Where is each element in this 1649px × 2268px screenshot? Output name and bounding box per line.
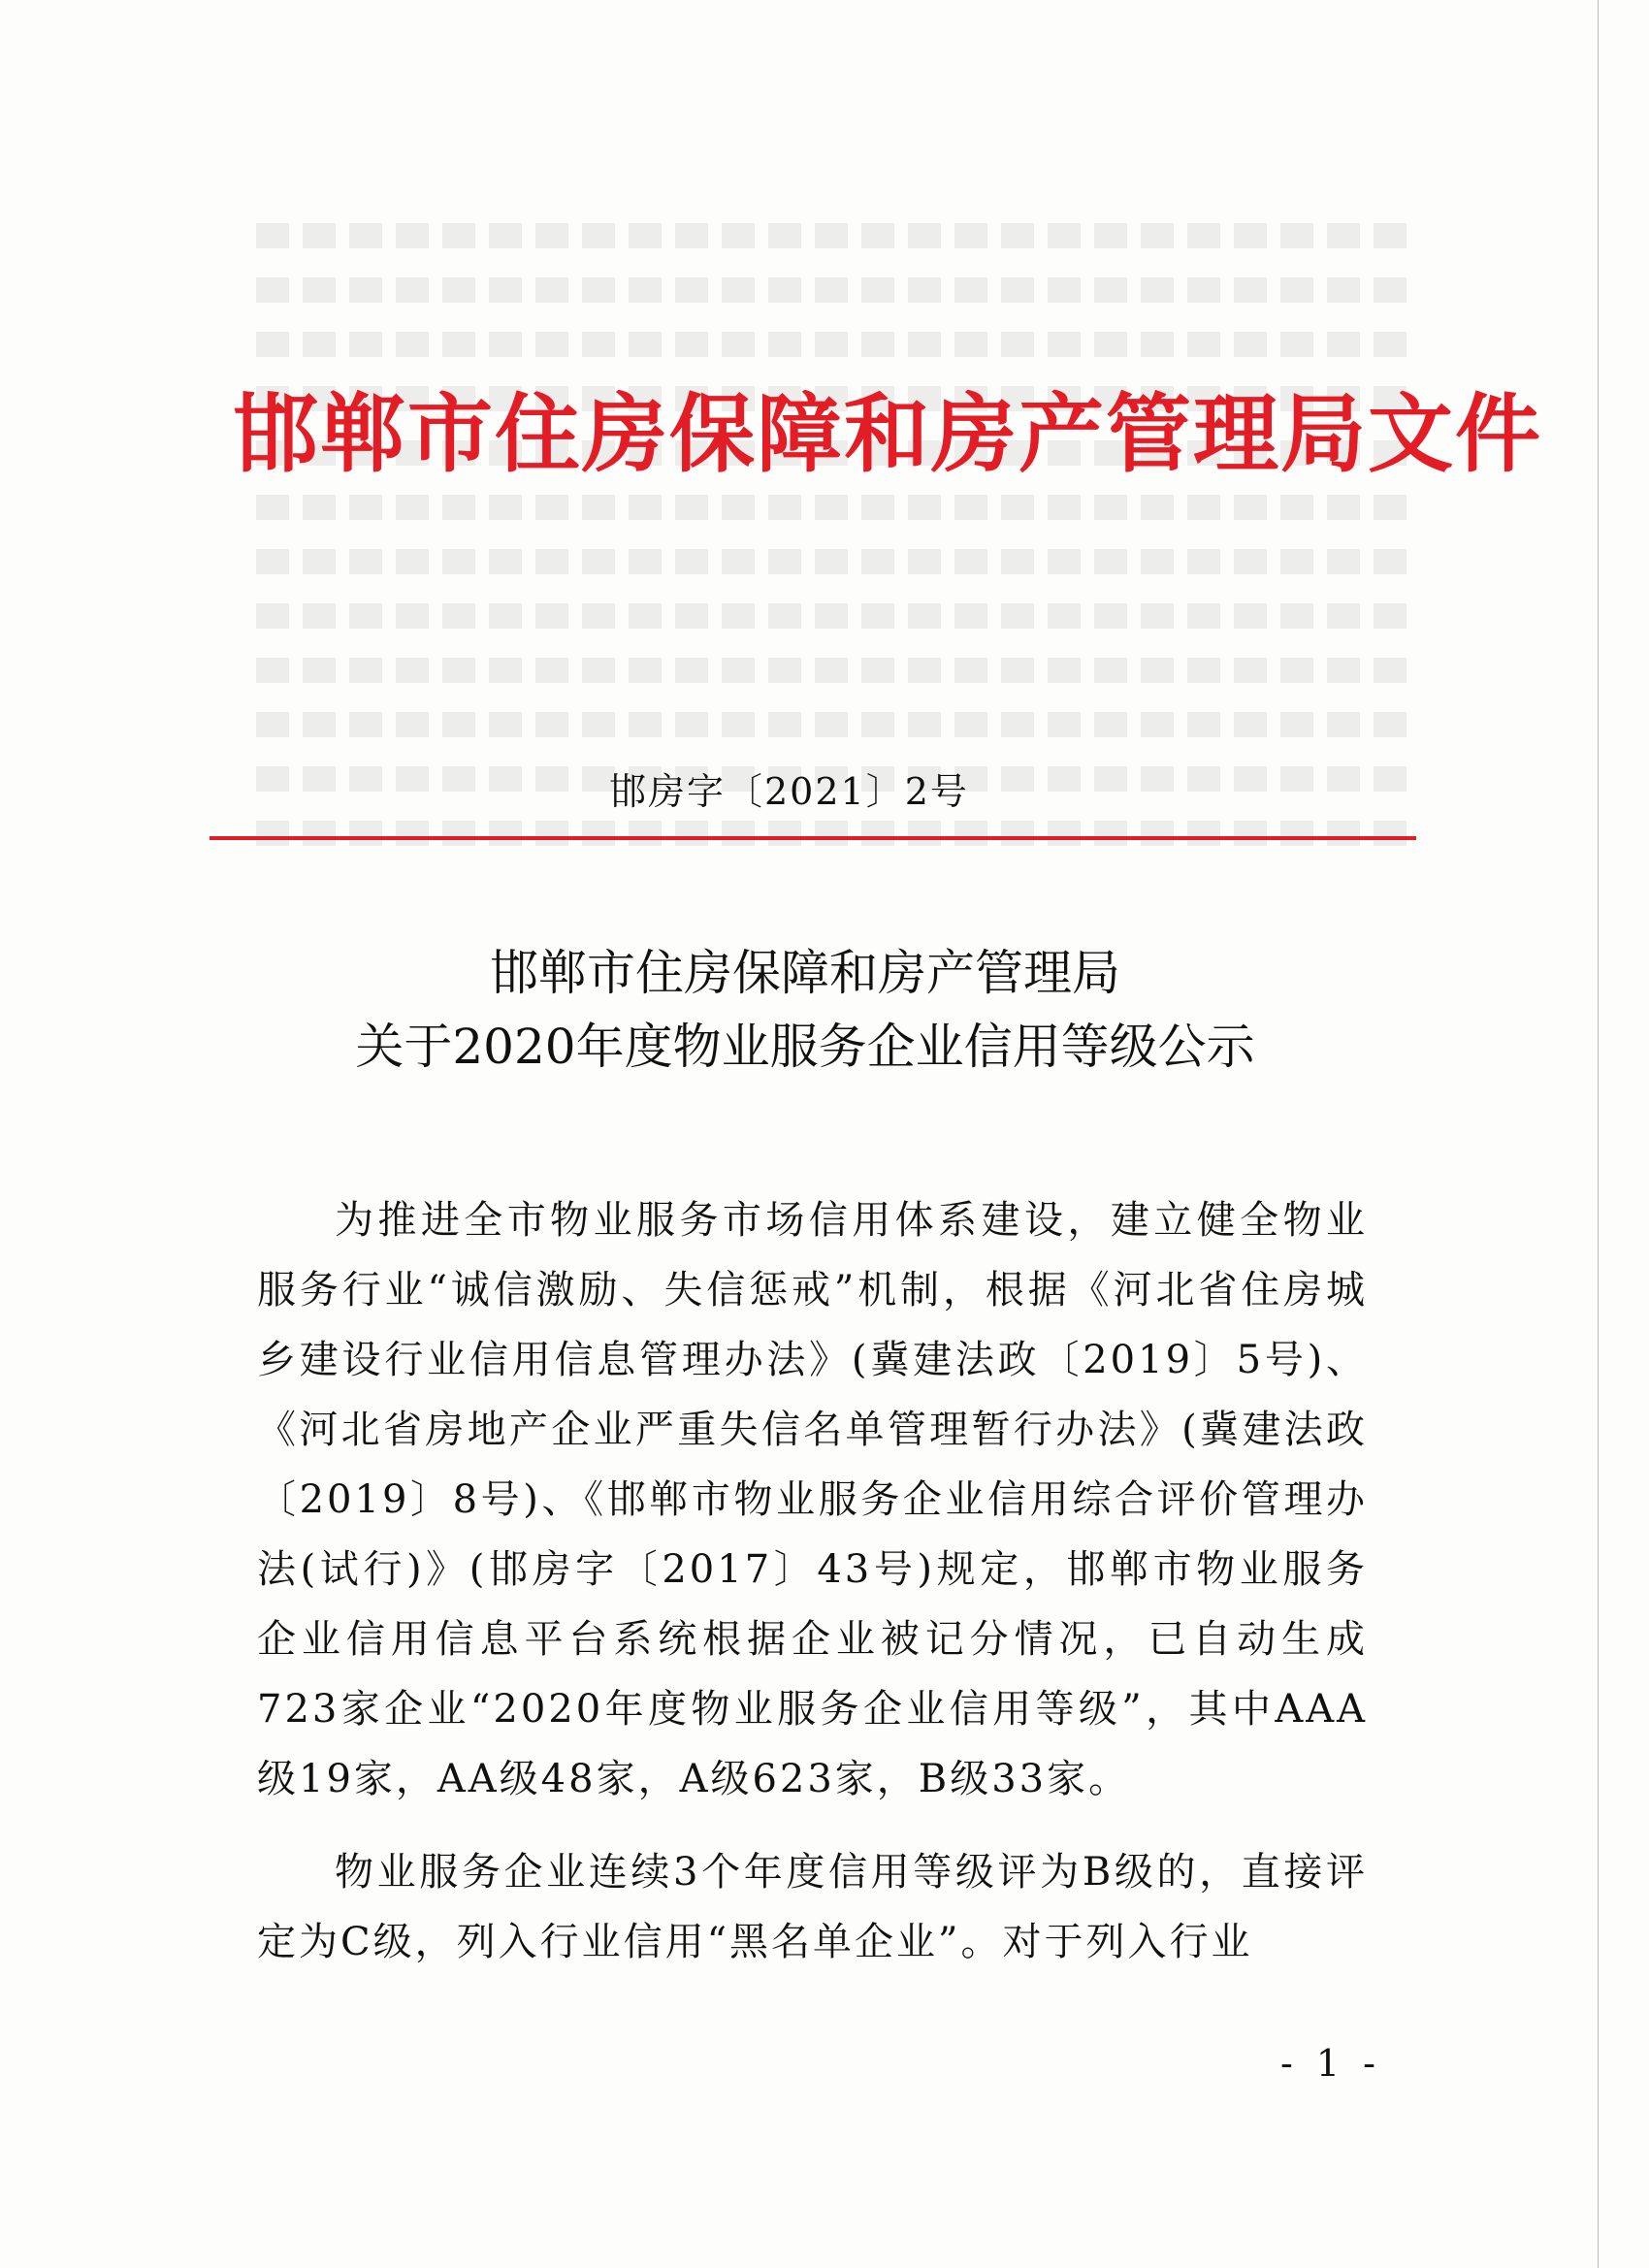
document-title-line-1: 邯郸市住房保障和房产管理局 [490, 945, 1120, 1001]
document-title-line-2: 关于2020年度物业服务企业信用等级公示 [355, 1019, 1255, 1075]
document-title [223, 936, 1387, 1084]
red-header-title: 邯郸市住房保障和房产管理局文件 [233, 383, 1543, 484]
document-body [257, 1185, 1368, 1977]
document-number: 邯房字〔2021〕2号 [609, 770, 969, 813]
body-paragraph-2: 物业服务企业连续3个年度信用等级评为B级的，直接评定为C级，列入行业信用“黑名单企业”。对于列入行业 [257, 1850, 1368, 1964]
red-divider-rule [210, 836, 1416, 840]
page-edge-divider [1598, 0, 1599, 2268]
page-number: - 1 - [1280, 2042, 1382, 2085]
body-paragraph-1: 为推进全市物业服务市场信用体系建设，建立健全物业服务行业“诚信激励、失信惩戒”机制，根据《河北省住房城乡建设行业信用信息管理办法》(冀建法政〔2019〕5号)、《河北省房地产企业严重失信名单管理暂行办法》(冀建法政〔2019〕8号)、《邯郸市物业服务企业信用综合评价管理办法(试行)》(邯房字〔2017〕43号)规定，邯郸市物业服务企业信用信息平台系统根据企业被记分情况，已自动生成723家企业“2020年度物业服务企业信用等级”，其中AAA级19家，AA级48家，A级623家，B级33家。 [257, 1198, 1368, 1801]
